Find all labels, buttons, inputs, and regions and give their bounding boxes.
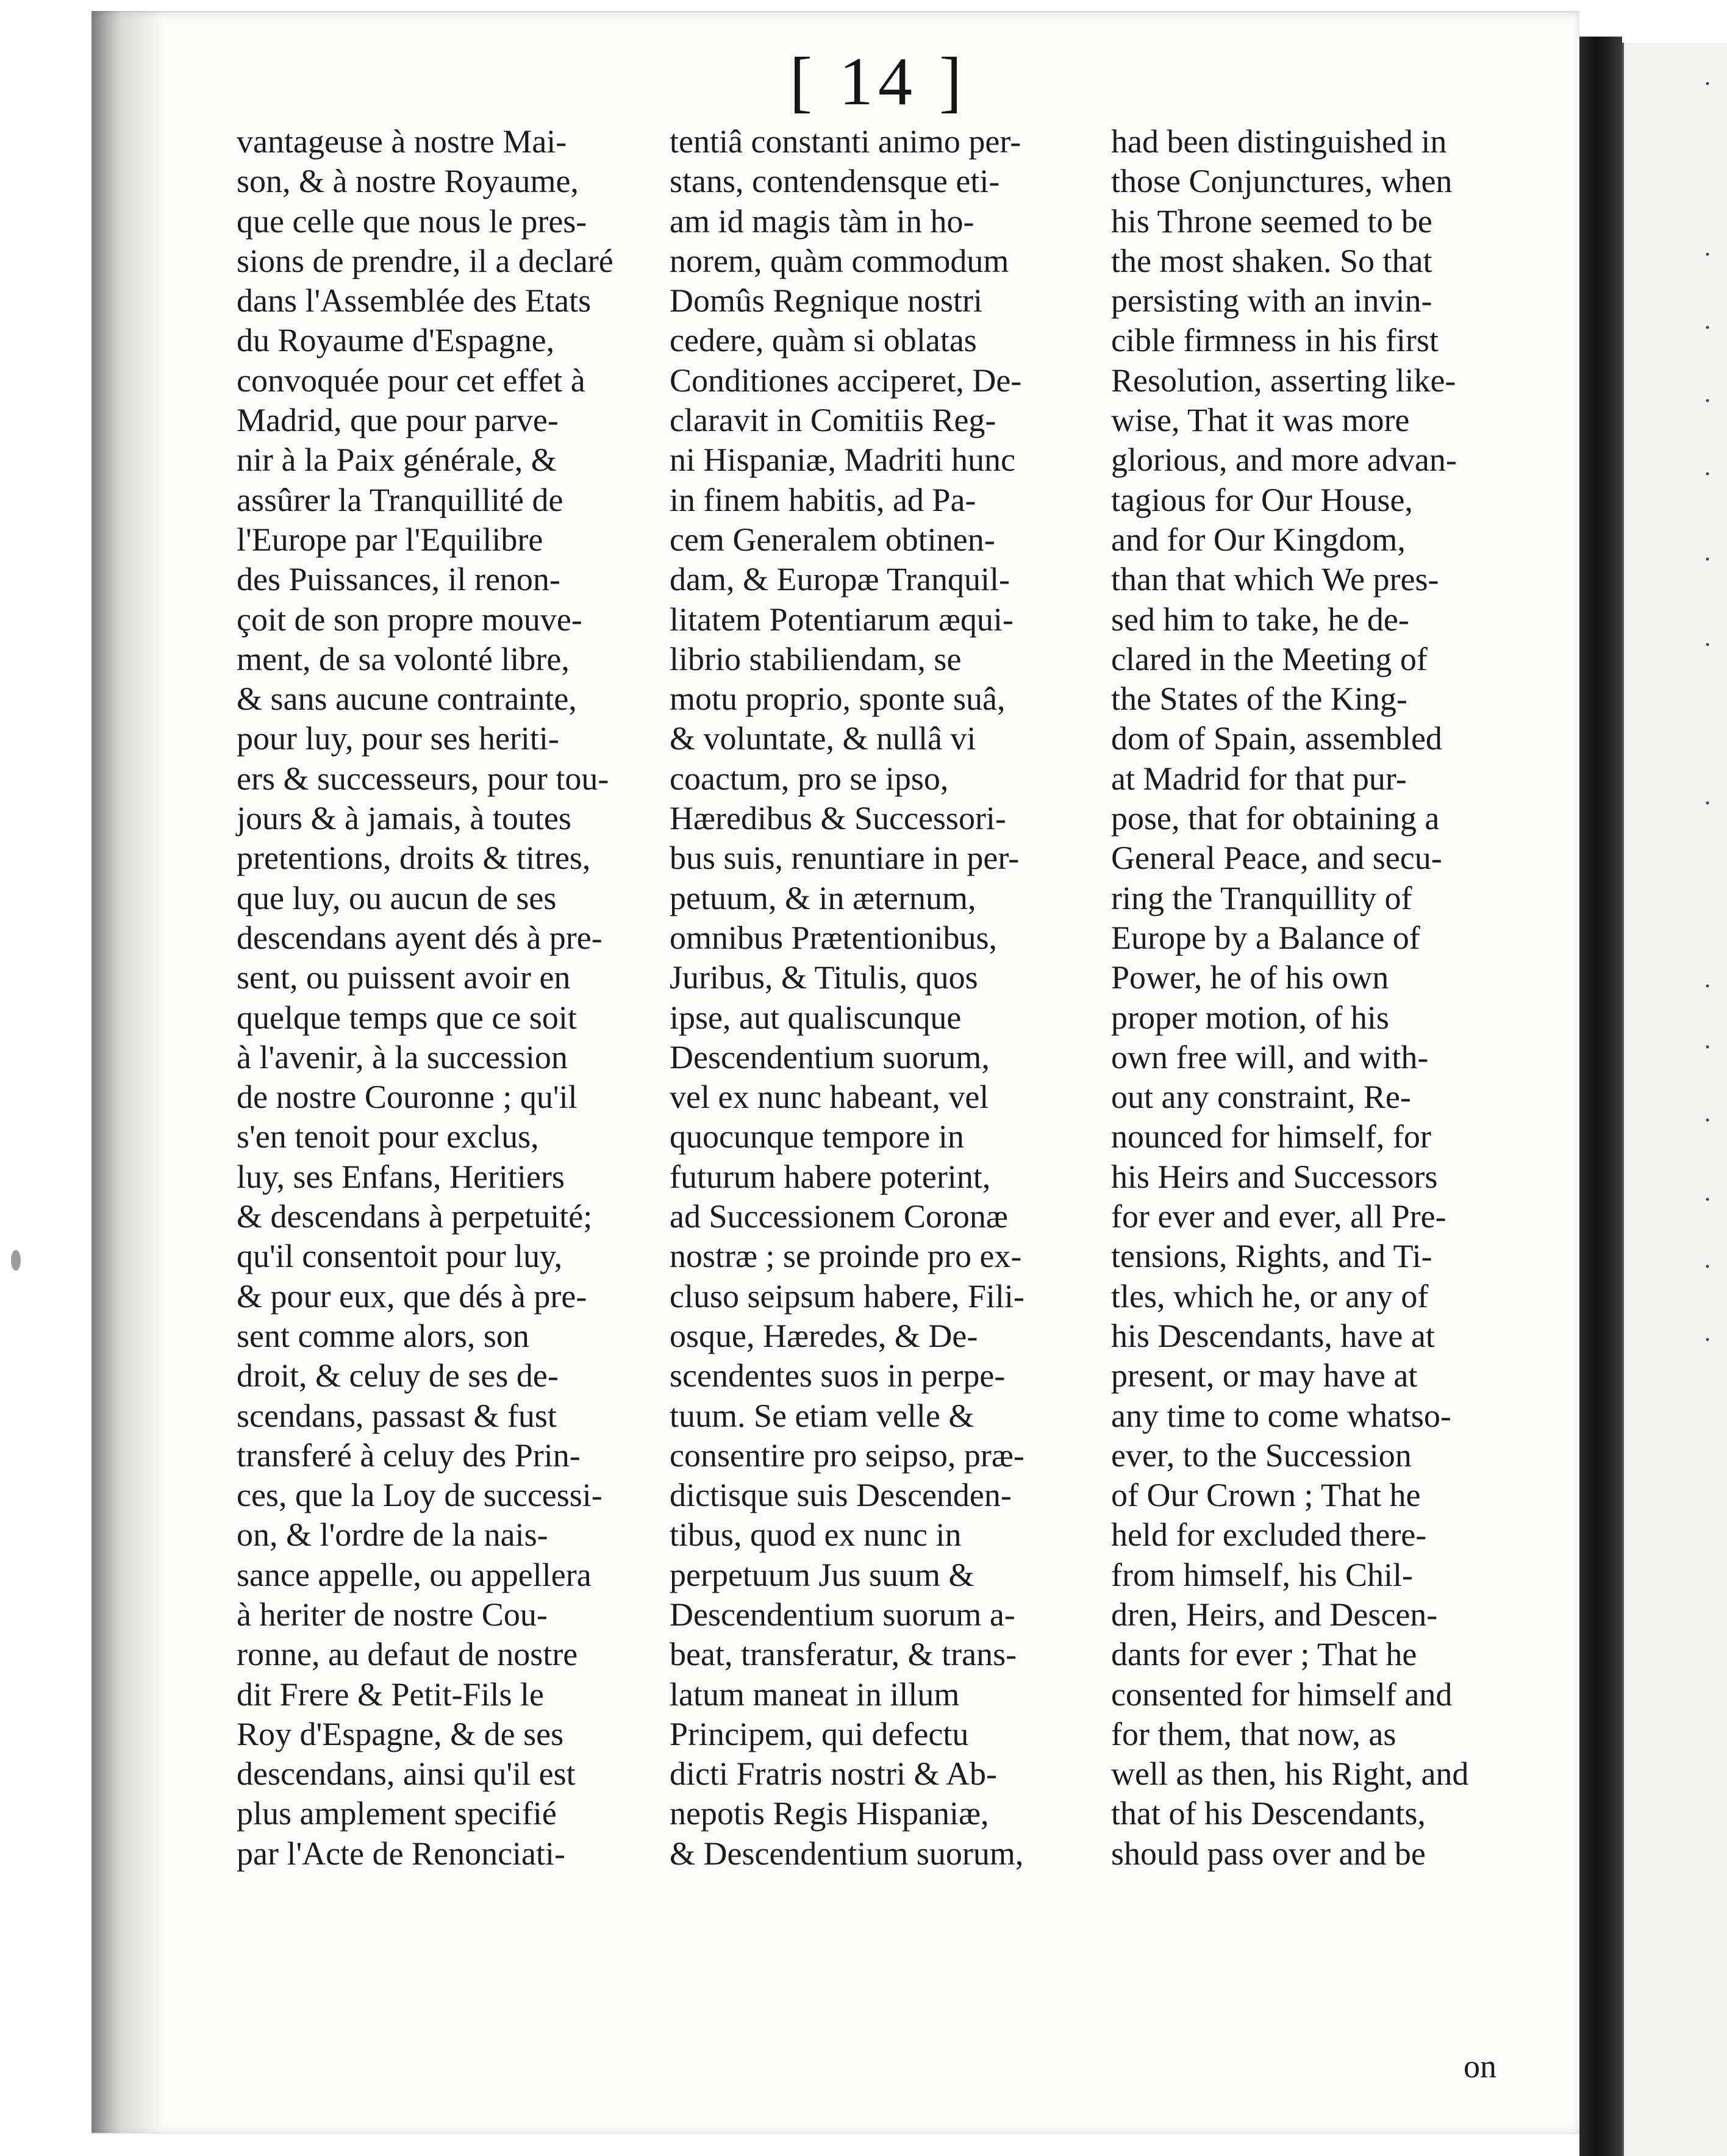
- left-gutter-shadow: [91, 11, 165, 2133]
- text-line: çoit de son propre mouve-: [237, 601, 582, 638]
- adjacent-page-fragment: ·: [1703, 1107, 1712, 1135]
- text-line: l'Europe par l'Equilibre: [237, 521, 543, 558]
- catchword: on: [1464, 2048, 1496, 2085]
- text-line: son, & à nostre Royaume,: [237, 163, 579, 200]
- adjacent-page-fragment: ·: [1703, 790, 1712, 818]
- text-line: nostræ ; se proinde pro ex-: [670, 1238, 1022, 1275]
- text-line: par l'Acte de Renonciati-: [237, 1835, 565, 1872]
- text-line: tagious for Our House,: [1111, 481, 1413, 518]
- text-line: pour luy, pour ses heriti-: [237, 720, 559, 757]
- text-line: motu proprio, sponte suâ,: [670, 680, 1006, 718]
- text-line: pose, that for obtaining a: [1111, 800, 1440, 837]
- text-line: Resolution, asserting like-: [1111, 362, 1456, 399]
- text-line: present, or may have at: [1111, 1357, 1418, 1394]
- text-line: petuum, & in æternum,: [670, 879, 976, 916]
- text-line: on, & l'ordre de la nais-: [237, 1516, 548, 1554]
- text-line: & pour eux, que dés à pre-: [237, 1277, 587, 1315]
- text-line: Roy d'Espagne, & de ses: [237, 1715, 564, 1752]
- text-line: for ever and ever, all Pre-: [1111, 1198, 1446, 1235]
- text-line: of Our Crown ; That he: [1111, 1477, 1421, 1514]
- text-line: wise, That it was more: [1111, 402, 1410, 439]
- text-line: & sans aucune contrainte,: [237, 680, 577, 718]
- text-line: bus suis, renuntiare in per-: [670, 840, 1020, 877]
- text-line: dit Frere & Petit-Fils le: [237, 1676, 544, 1713]
- text-line: tibus, quod ex nunc in: [670, 1516, 962, 1554]
- text-line: à heriter de nostre Cou-: [237, 1596, 548, 1633]
- text-line: dren, Heirs, and Descen-: [1111, 1596, 1438, 1633]
- text-line: cluso seipsum habere, Fili-: [670, 1277, 1024, 1315]
- text-line: coactum, pro se ipso,: [670, 760, 949, 797]
- text-line: sed him to take, he de-: [1111, 601, 1409, 638]
- text-line: cem Generalem obtinen-: [670, 521, 995, 558]
- text-line: cedere, quàm si oblatas: [670, 322, 977, 359]
- text-line: ment, de sa volonté libre,: [237, 640, 570, 677]
- text-line: nir à la Paix générale, &: [237, 441, 557, 479]
- text-line: proper motion, of his: [1111, 999, 1389, 1036]
- text-line: sent comme alors, son: [237, 1317, 529, 1354]
- text-line: ad Successionem Coronæ: [670, 1198, 1008, 1235]
- page-number: [ 14 ]: [789, 44, 967, 120]
- text-line: Descendentium suorum,: [670, 1038, 990, 1076]
- text-line: dam, & Europæ Tranquil-: [670, 561, 1010, 598]
- text-line: dans l'Assemblée des Etats: [237, 282, 592, 319]
- text-line: Juribus, & Titulis, quos: [670, 959, 978, 996]
- text-line: luy, ses Enfans, Heritiers: [237, 1158, 565, 1195]
- text-line: quelque temps que ce soit: [237, 999, 577, 1036]
- text-line: des Puissances, il renon-: [237, 561, 560, 598]
- text-line: sance appelle, ou appellera: [237, 1556, 592, 1593]
- text-line: perpetuum Jus suum &: [670, 1556, 974, 1593]
- text-line: & voluntate, & nullâ vi: [670, 720, 976, 757]
- text-line: tentiâ constanti animo per-: [670, 123, 1021, 160]
- adjacent-page-fragment: ·: [1703, 314, 1712, 342]
- text-line: beat, transferatur, & trans-: [670, 1636, 1017, 1673]
- text-line: Principem, qui defectu: [670, 1715, 969, 1752]
- adjacent-page-fragment: ·: [1703, 1253, 1712, 1281]
- text-line: nounced for himself, for: [1111, 1118, 1431, 1155]
- text-line: than that which We pres-: [1111, 561, 1439, 598]
- adjacent-page-fragment: ·: [1703, 631, 1712, 659]
- text-line: tuum. Se etiam velle &: [670, 1397, 974, 1434]
- text-line: osque, Hæredes, & De-: [670, 1317, 978, 1354]
- text-line: should pass over and be: [1111, 1835, 1426, 1872]
- adjacent-page-fragment: ·: [1703, 973, 1712, 1001]
- text-line: cible firmness in his first: [1111, 322, 1439, 359]
- text-line: those Conjunctures, when: [1111, 163, 1453, 200]
- text-line: Hæredibus & Successori-: [670, 800, 1006, 837]
- text-line: am id magis tàm in ho-: [670, 202, 974, 240]
- text-line: stans, contendensque eti-: [670, 163, 1000, 200]
- text-line: descendans, ainsi qu'il est: [237, 1755, 576, 1793]
- text-line: transferé à celuy des Prin-: [237, 1437, 581, 1474]
- text-line: clared in the Meeting of: [1111, 640, 1428, 677]
- adjacent-page-fragment: ·: [1703, 1186, 1712, 1214]
- text-line: quocunque tempore in: [670, 1118, 964, 1155]
- text-line: sent, ou puissent avoir en: [237, 959, 571, 996]
- text-line: scendentes suos in perpe-: [670, 1357, 1006, 1394]
- text-line: the States of the King-: [1111, 680, 1407, 718]
- text-line: ipse, aut qualiscunque: [670, 999, 962, 1036]
- text-line: jours & à jamais, à toutes: [237, 800, 571, 837]
- text-line: his Throne seemed to be: [1111, 202, 1432, 240]
- text-line: ni Hispaniæ, Madriti hunc: [670, 441, 1015, 479]
- text-line: que luy, ou aucun de ses: [237, 879, 557, 916]
- text-line: own free will, and with-: [1111, 1038, 1429, 1076]
- french-text-column: [237, 122, 639, 1874]
- text-line: convoquée pour cet effet à: [237, 362, 585, 399]
- text-line: sions de prendre, il a declaré: [237, 242, 613, 279]
- binding-edge: [1579, 37, 1622, 2156]
- text-line: & Descendentium suorum,: [670, 1835, 1024, 1872]
- text-line: assûrer la Tranquillité de: [237, 481, 563, 518]
- text-line: that of his Descendants,: [1111, 1795, 1426, 1832]
- text-line: Europe by a Balance of: [1111, 919, 1420, 956]
- adjacent-page-fragment: ·: [1703, 387, 1712, 415]
- english-text-column: [1111, 122, 1538, 1874]
- text-line: vel ex nunc habeant, vel: [670, 1079, 989, 1116]
- text-line: plus amplement specifié: [237, 1795, 557, 1832]
- adjacent-page-fragment: ·: [1703, 1033, 1712, 1062]
- text-line: de nostre Couronne ; qu'il: [237, 1079, 577, 1116]
- adjacent-page-edge: [1622, 43, 1727, 2156]
- text-line: dom of Spain, assembled: [1111, 720, 1442, 757]
- text-line: & descendans à perpetuité;: [237, 1198, 593, 1235]
- text-line: vantageuse à nostre Mai-: [237, 123, 567, 160]
- text-line: du Royaume d'Espagne,: [237, 322, 555, 359]
- text-line: ever, to the Succession: [1111, 1437, 1412, 1474]
- text-line: his Heirs and Successors: [1111, 1158, 1438, 1195]
- text-line: had been distinguished in: [1111, 123, 1447, 160]
- text-line: ronne, au defaut de nostre: [237, 1636, 578, 1673]
- adjacent-page-fragment: ·: [1703, 241, 1712, 269]
- text-line: for them, that now, as: [1111, 1715, 1396, 1752]
- text-line: Power, he of his own: [1111, 959, 1389, 996]
- latin-text-column: [670, 122, 1084, 1874]
- adjacent-page-fragment: ·: [1703, 1326, 1712, 1354]
- text-line: Conditiones acciperet, De-: [670, 362, 1022, 399]
- text-line: nepotis Regis Hispaniæ,: [670, 1795, 989, 1832]
- text-line: any time to come whatso-: [1111, 1397, 1451, 1434]
- text-line: in finem habitis, ad Pa-: [670, 481, 976, 518]
- text-line: descendans ayent dés à pre-: [237, 919, 602, 956]
- text-line: consented for himself and: [1111, 1676, 1453, 1713]
- text-line: litatem Potentiarum æqui-: [670, 601, 1014, 638]
- adjacent-page-fragment: ·: [1703, 70, 1712, 98]
- text-line: claravit in Comitiis Reg-: [670, 402, 996, 439]
- ink-stain: [11, 1250, 21, 1271]
- text-line: ring the Tranquillity of: [1111, 879, 1412, 916]
- text-line: the most shaken. So that: [1111, 242, 1432, 279]
- text-line: and for Our Kingdom,: [1111, 521, 1406, 558]
- text-line: omnibus Prætentionibus,: [670, 919, 998, 956]
- text-line: out any constraint, Re-: [1111, 1079, 1411, 1116]
- text-line: dictisque suis Descenden-: [670, 1477, 1012, 1514]
- text-line: que celle que nous le pres-: [237, 202, 587, 240]
- text-line: persisting with an invin-: [1111, 282, 1432, 319]
- text-line: s'en tenoit pour exclus,: [237, 1118, 539, 1155]
- text-line: Descendentium suorum a-: [670, 1596, 1015, 1633]
- text-line: at Madrid for that pur-: [1111, 760, 1407, 797]
- text-line: pretentions, droits & titres,: [237, 840, 591, 877]
- text-line: ers & successeurs, pour tou-: [237, 760, 609, 797]
- text-line: Domûs Regnique nostri: [670, 282, 982, 319]
- text-line: futurum habere poterint,: [670, 1158, 991, 1195]
- text-line: glorious, and more advan-: [1111, 441, 1457, 479]
- adjacent-page-fragment: ·: [1703, 460, 1712, 488]
- text-line: latum maneat in illum: [670, 1676, 960, 1713]
- text-line: held for excluded there-: [1111, 1516, 1427, 1554]
- text-line: ces, que la Loy de successi-: [237, 1477, 602, 1514]
- adjacent-page-fragment: ·: [1703, 546, 1712, 574]
- text-line: droit, & celuy de ses de-: [237, 1357, 559, 1394]
- text-line: qu'il consentoit pour luy,: [237, 1238, 563, 1275]
- text-line: consentire pro seipso, præ-: [670, 1437, 1024, 1474]
- text-line: well as then, his Right, and: [1111, 1755, 1469, 1793]
- text-line: Madrid, que pour parve-: [237, 402, 559, 439]
- text-line: à l'avenir, à la succession: [237, 1038, 568, 1076]
- text-line: tensions, Rights, and Ti-: [1111, 1238, 1432, 1275]
- text-line: norem, quàm commodum: [670, 242, 1009, 279]
- text-line: tles, which he, or any of: [1111, 1277, 1429, 1315]
- text-line: his Descendants, have at: [1111, 1317, 1435, 1354]
- text-line: dicti Fratris nostri & Ab-: [670, 1755, 997, 1793]
- text-line: scendans, passast & fust: [237, 1397, 557, 1434]
- text-line: from himself, his Chil-: [1111, 1556, 1413, 1593]
- text-line: dants for ever ; That he: [1111, 1636, 1417, 1673]
- text-line: librio stabiliendam, se: [670, 640, 962, 677]
- text-line: General Peace, and secu-: [1111, 840, 1442, 877]
